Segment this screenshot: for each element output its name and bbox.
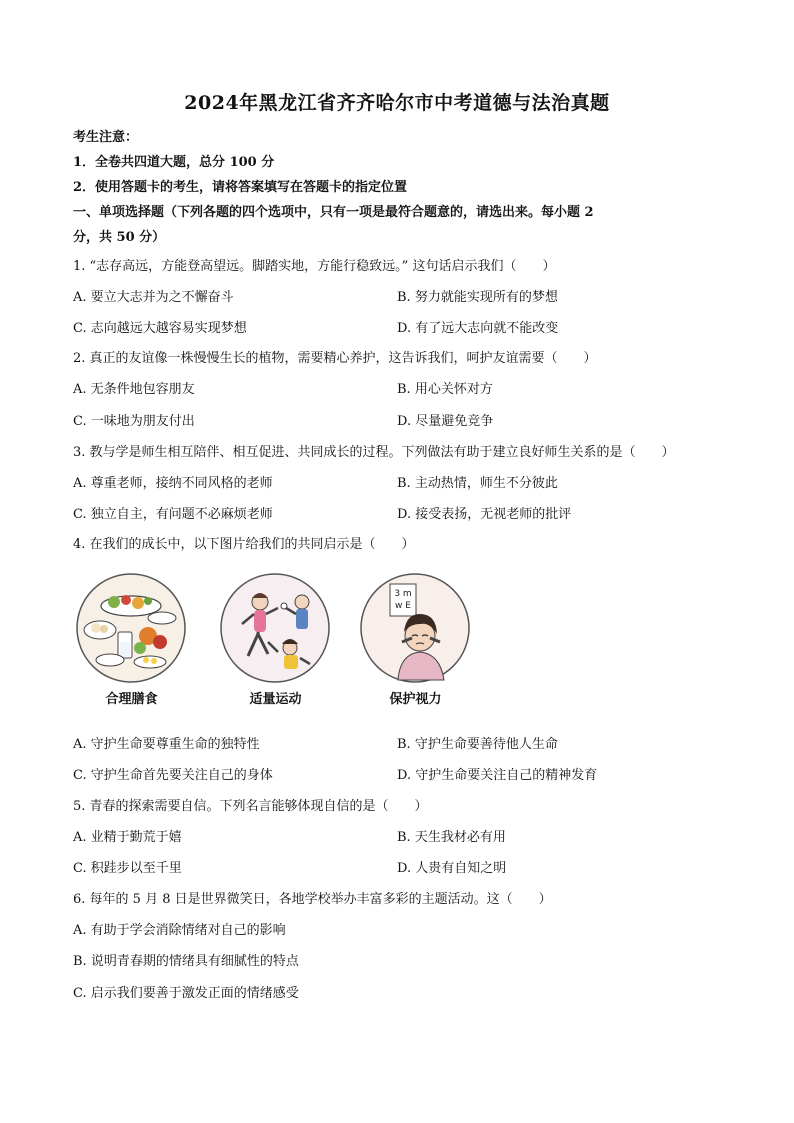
question-1-option-b: B. 努力就能实现所有的梦想 [397,290,558,305]
notice-heading: 考生注意： [73,130,139,145]
page-title: 2024年黑龙江省齐齐哈尔市中考道德与法治真题 [184,92,610,114]
caption-exercise: 适量运动 [249,692,302,707]
eyesight-illustration [358,572,473,684]
exercise-illustration [218,572,333,684]
question-1-option-d: D. 有了远大志向就不能改变 [397,321,559,336]
question-6-option-c: C. 启示我们要善于激发正面的情绪感受 [73,986,299,1001]
question-6-option-b: B. 说明青春期的情绪具有细腻性的特点 [73,954,299,969]
question-1-option-c: C. 志向越远大越容易实现梦想 [73,321,247,336]
question-2-option-d: D. 尽量避免竞争 [397,414,494,429]
caption-eyesight: 保护视力 [389,692,442,707]
question-5-stem: 5. 青春的探索需要自信。下列名言能够体现自信的是（ ） [73,799,428,814]
question-4-option-d: D. 守护生命要关注自己的精神发育 [397,768,598,783]
section-heading-line-1: 一、单项选择题（下列各题的四个选项中，只有一项是最符合题意的，请选出来。每小题 2 [73,205,594,220]
section-heading-line-2: 分，共 50 分） [73,230,166,245]
question-4-figure [74,572,474,712]
question-2-option-b: B. 用心关怀对方 [397,382,493,397]
notice-item-1: 1．全卷共四道大题，总分 100 分 [73,155,275,170]
question-5-option-c: C. 积跬步以至千里 [73,861,182,876]
question-4-option-b: B. 守护生命要善待他人生命 [397,737,558,752]
question-2-option-a: A. 无条件地包容朋友 [73,382,195,397]
diet-illustration [74,572,189,684]
question-1-option-a: A. 要立大志并为之不懈奋斗 [73,290,234,305]
question-2-option-c: C. 一味地为朋友付出 [73,414,195,429]
question-5-option-a: A. 业精于勤荒于嬉 [73,830,182,845]
question-3-option-c: C. 独立自主，有问题不必麻烦老师 [73,507,273,522]
question-2-stem: 2. 真正的友谊像一株慢慢生长的植物，需要精心养护，这告诉我们，呵护友谊需要（ ） [73,351,597,366]
svg-text:3 m: 3 m [394,589,412,599]
question-5-option-b: B. 天生我材必有用 [397,830,506,845]
question-4-stem: 4. 在我们的成长中，以下图片给我们的共同启示是（ ） [73,537,415,552]
notice-item-2: 2．使用答题卡的考生，请将答案填写在答题卡的指定位置 [73,180,408,195]
question-4-option-c: C. 守护生命首先要关注自己的身体 [73,768,273,783]
question-4-option-a: A. 守护生命要尊重生命的独特性 [73,737,260,752]
question-5-option-d: D. 人贵有自知之明 [397,861,507,876]
question-3-option-d: D. 接受表扬，无视老师的批评 [397,507,572,522]
question-1-stem: 1. “志存高远，方能登高望远。脚踏实地，方能行稳致远。” 这句话启示我们（ ） [73,259,556,274]
question-6-option-a: A. 有助于学会消除情绪对自己的影响 [73,923,286,938]
question-3-stem: 3. 教与学是师生相互陪伴、相互促进、共同成长的过程。下列做法有助于建立良好师生关系的是（ ） [73,445,675,460]
question-6-stem: 6. 每年的 5 月 8 日是世界微笑日，各地学校举办丰富多彩的主题活动。这（ ） [73,892,552,907]
question-3-option-a: A. 尊重老师，接纳不同风格的老师 [73,476,273,491]
svg-text:w E: w E [395,601,411,611]
question-3-option-b: B. 主动热情，师生不分彼此 [397,476,558,491]
caption-diet: 合理膳食 [105,692,158,707]
